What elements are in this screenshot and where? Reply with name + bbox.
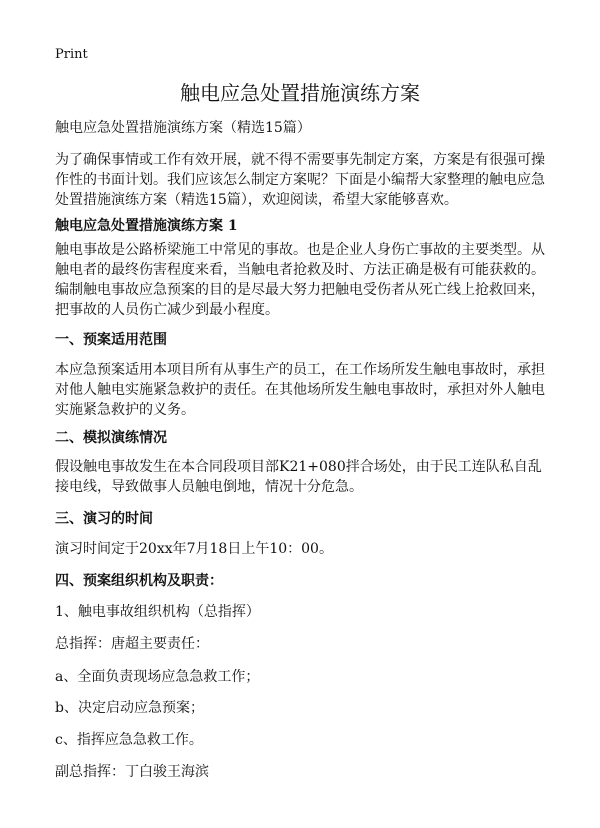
list-item: 总指挥：唐超主要责任： [55,636,209,652]
list-item: b、决定启动应急预案； [55,700,204,716]
section-heading: 触电应急处置措施演练方案 1 [55,218,238,234]
list-item: c、指挥应急急救工作。 [55,732,203,748]
paragraph-scope: 本应急预案适用本项目所有从事生产的员工，在工作场所发生触电事故时，承担对他人触电实施紧急救护的责任。在其他场所发生触电事故时，承担对外人触电实施紧急救护的义务。 [55,362,545,418]
paragraph-time: 演习时间定于20xx年7月18日上午10：00。 [55,541,333,557]
list-item: 副总指挥：丁白骏王海滨 [55,764,209,780]
list-item: 1、触电事故组织机构（总指挥） [55,604,260,620]
heading-time: 三、演习的时间 [55,511,153,527]
heading-scope: 一、预案适用范围 [55,332,167,348]
page-title: 触电应急处置措施演练方案 [180,81,420,105]
section-intro: 触电事故是公路桥梁施工中常见的事故。也是企业人身伤亡事故的主要类型。从触电者的最终伤害程度来看，当触电者抢救及时、方法正确是极有可能获救的。编制触电事故应急预案的目的是尽最大努力把触电受伤者从死亡线上抢救回来，把事故的人员伤亡减少到最小程度。 [55,242,545,318]
heading-organization: 四、预案组织机构及职责： [55,573,223,589]
print-link[interactable]: Print [55,47,88,62]
list-item: a、全面负责现场应急急救工作； [55,669,260,685]
paragraph-drill: 假设触电事故发生在本合同段项目部K21+080拌合场处，由于民工连队私自乱接电线，导致做事人员触电倒地，情况十分危急。 [55,459,542,495]
subtitle: 触电应急处置措施演练方案（精选15篇） [55,120,311,136]
intro-paragraph: 为了确保事情或工作有效开展，就不得不需要事先制定方案，方案是有很强可操作性的书面计划。我们应该怎么制定方案呢？下面是小编帮大家整理的触电应急处置措施演练方案（精选15篇），欢迎阅读，希望大家能够喜欢。 [55,152,545,208]
heading-drill: 二、模拟演练情况 [55,430,167,446]
